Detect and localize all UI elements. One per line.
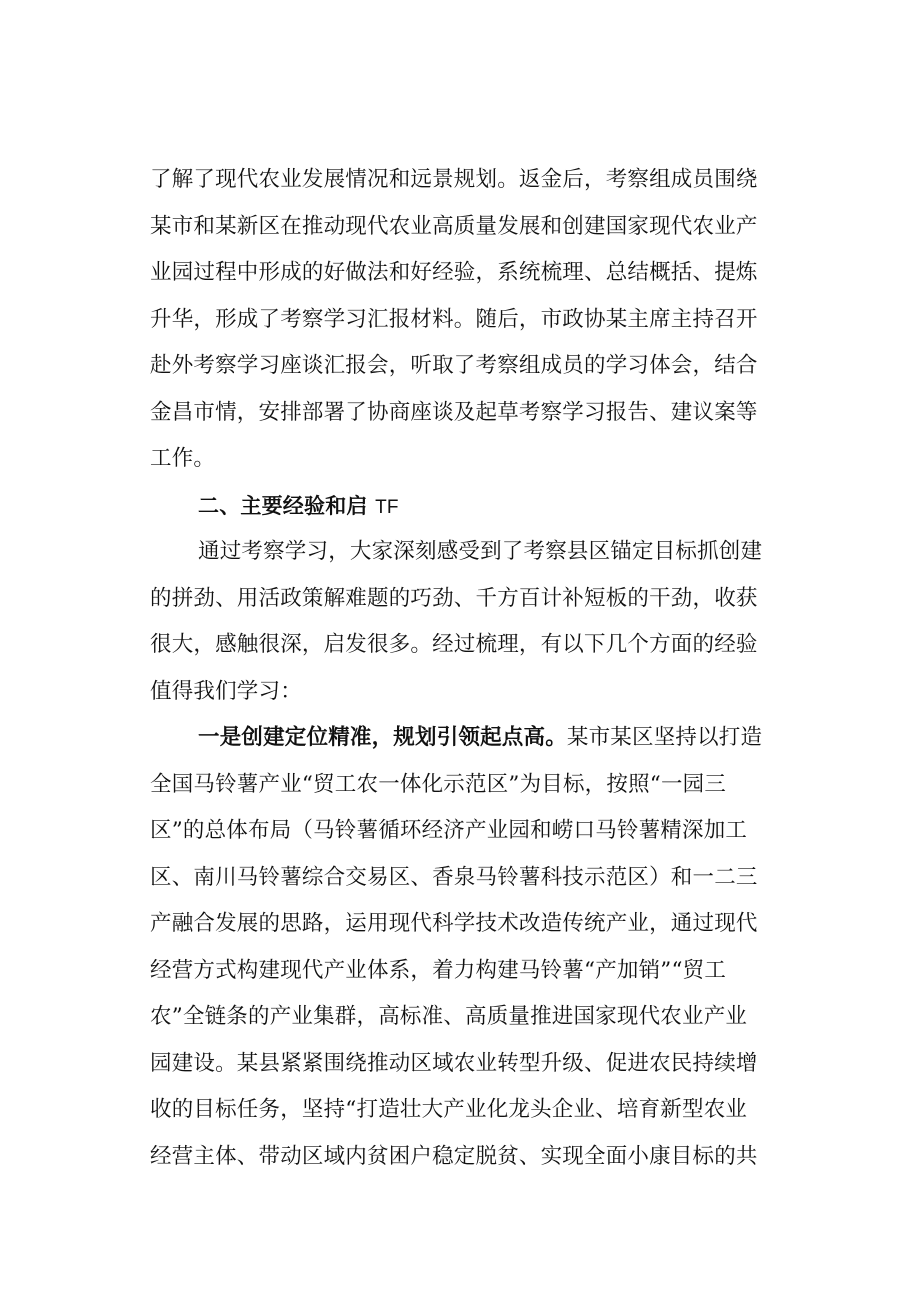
paragraph-line: 经营主体、带动区域内贫困户稳定脱贫、实现全面小康目标的共 — [150, 1143, 758, 1169]
paragraph-line: 园建设。某县紧紧围绕推动区域农业转型升级、促进农民持续增 — [150, 1050, 758, 1076]
paragraph-line: 金昌市情，安排部署了协商座谈及起草考察学习报告、建议案等 — [150, 399, 758, 425]
paragraph-line: 值得我们学习： — [150, 678, 302, 704]
paragraph-line: 了解了现代农业发展情况和远景规划。返金后，考察组成员围绕 — [150, 167, 758, 192]
paragraph-line: 业园过程中形成的好做法和好经验，系统梳理、总结概括、提炼 — [150, 260, 758, 285]
bold-lead-text: 一是创建定位精准，规划引领起点高。 — [198, 725, 567, 750]
paragraph-line: 收的目标任务，坚持“打造壮大产业化龙头企业、培育新型农业 — [150, 1097, 748, 1122]
section-heading — [150, 483, 800, 530]
paragraph-line: 的拼劲、用活政策解难题的巧劲、千方百计补短板的干劲，收获 — [150, 585, 758, 611]
paragraph-line: 通过考察学习，大家深刻感受到了考察县区锚定目标抓创建 — [198, 539, 763, 564]
paragraph-line: 很大，感触很深，启发很多。经过梳理，有以下几个方面的经验 — [150, 632, 758, 657]
paragraph-line: 全国马铃薯产业“贸工农一体化示范区”为目标，按照“一园三 — [150, 771, 727, 797]
paragraph-line: 经营方式构建现代产业体系，着力构建马铃薯“产加销”“贸工 — [150, 957, 727, 983]
paragraph-line: 赴外考察学习座谈汇报会，听取了考察组成员的学习体会，结合 — [150, 353, 758, 378]
paragraph-line: 产融合发展的思路，运用现代科学技术改造传统产业，通过现代 — [150, 911, 758, 936]
paragraph-line: 工作。 — [150, 446, 216, 471]
section-heading-text: 二、主要经验和启 — [198, 493, 368, 518]
paragraph-text: 某市某区坚持以打造 — [566, 725, 763, 750]
paragraph-line: 农”全链条的产业集群，高标准、高质量推进国家现代农业产业 — [150, 1004, 748, 1029]
paragraph-line: 区”的总体布局（马铃薯循环经济产业园和崂口马铃薯精深加工 — [150, 818, 748, 843]
document-body — [150, 157, 800, 1180]
paragraph-line — [150, 715, 800, 762]
paragraph-line: 某市和某新区在推动现代农业高质量发展和创建国家现代农业产 — [150, 213, 758, 239]
paragraph-line: 区、南川马铃薯综合交易区、香泉马铃薯科技示范区）和一二三 — [150, 864, 758, 890]
section-heading-suffix: TF — [375, 496, 399, 518]
paragraph-line: 升华，形成了考察学习汇报材料。随后，市政协某主席主持召开 — [150, 306, 758, 332]
